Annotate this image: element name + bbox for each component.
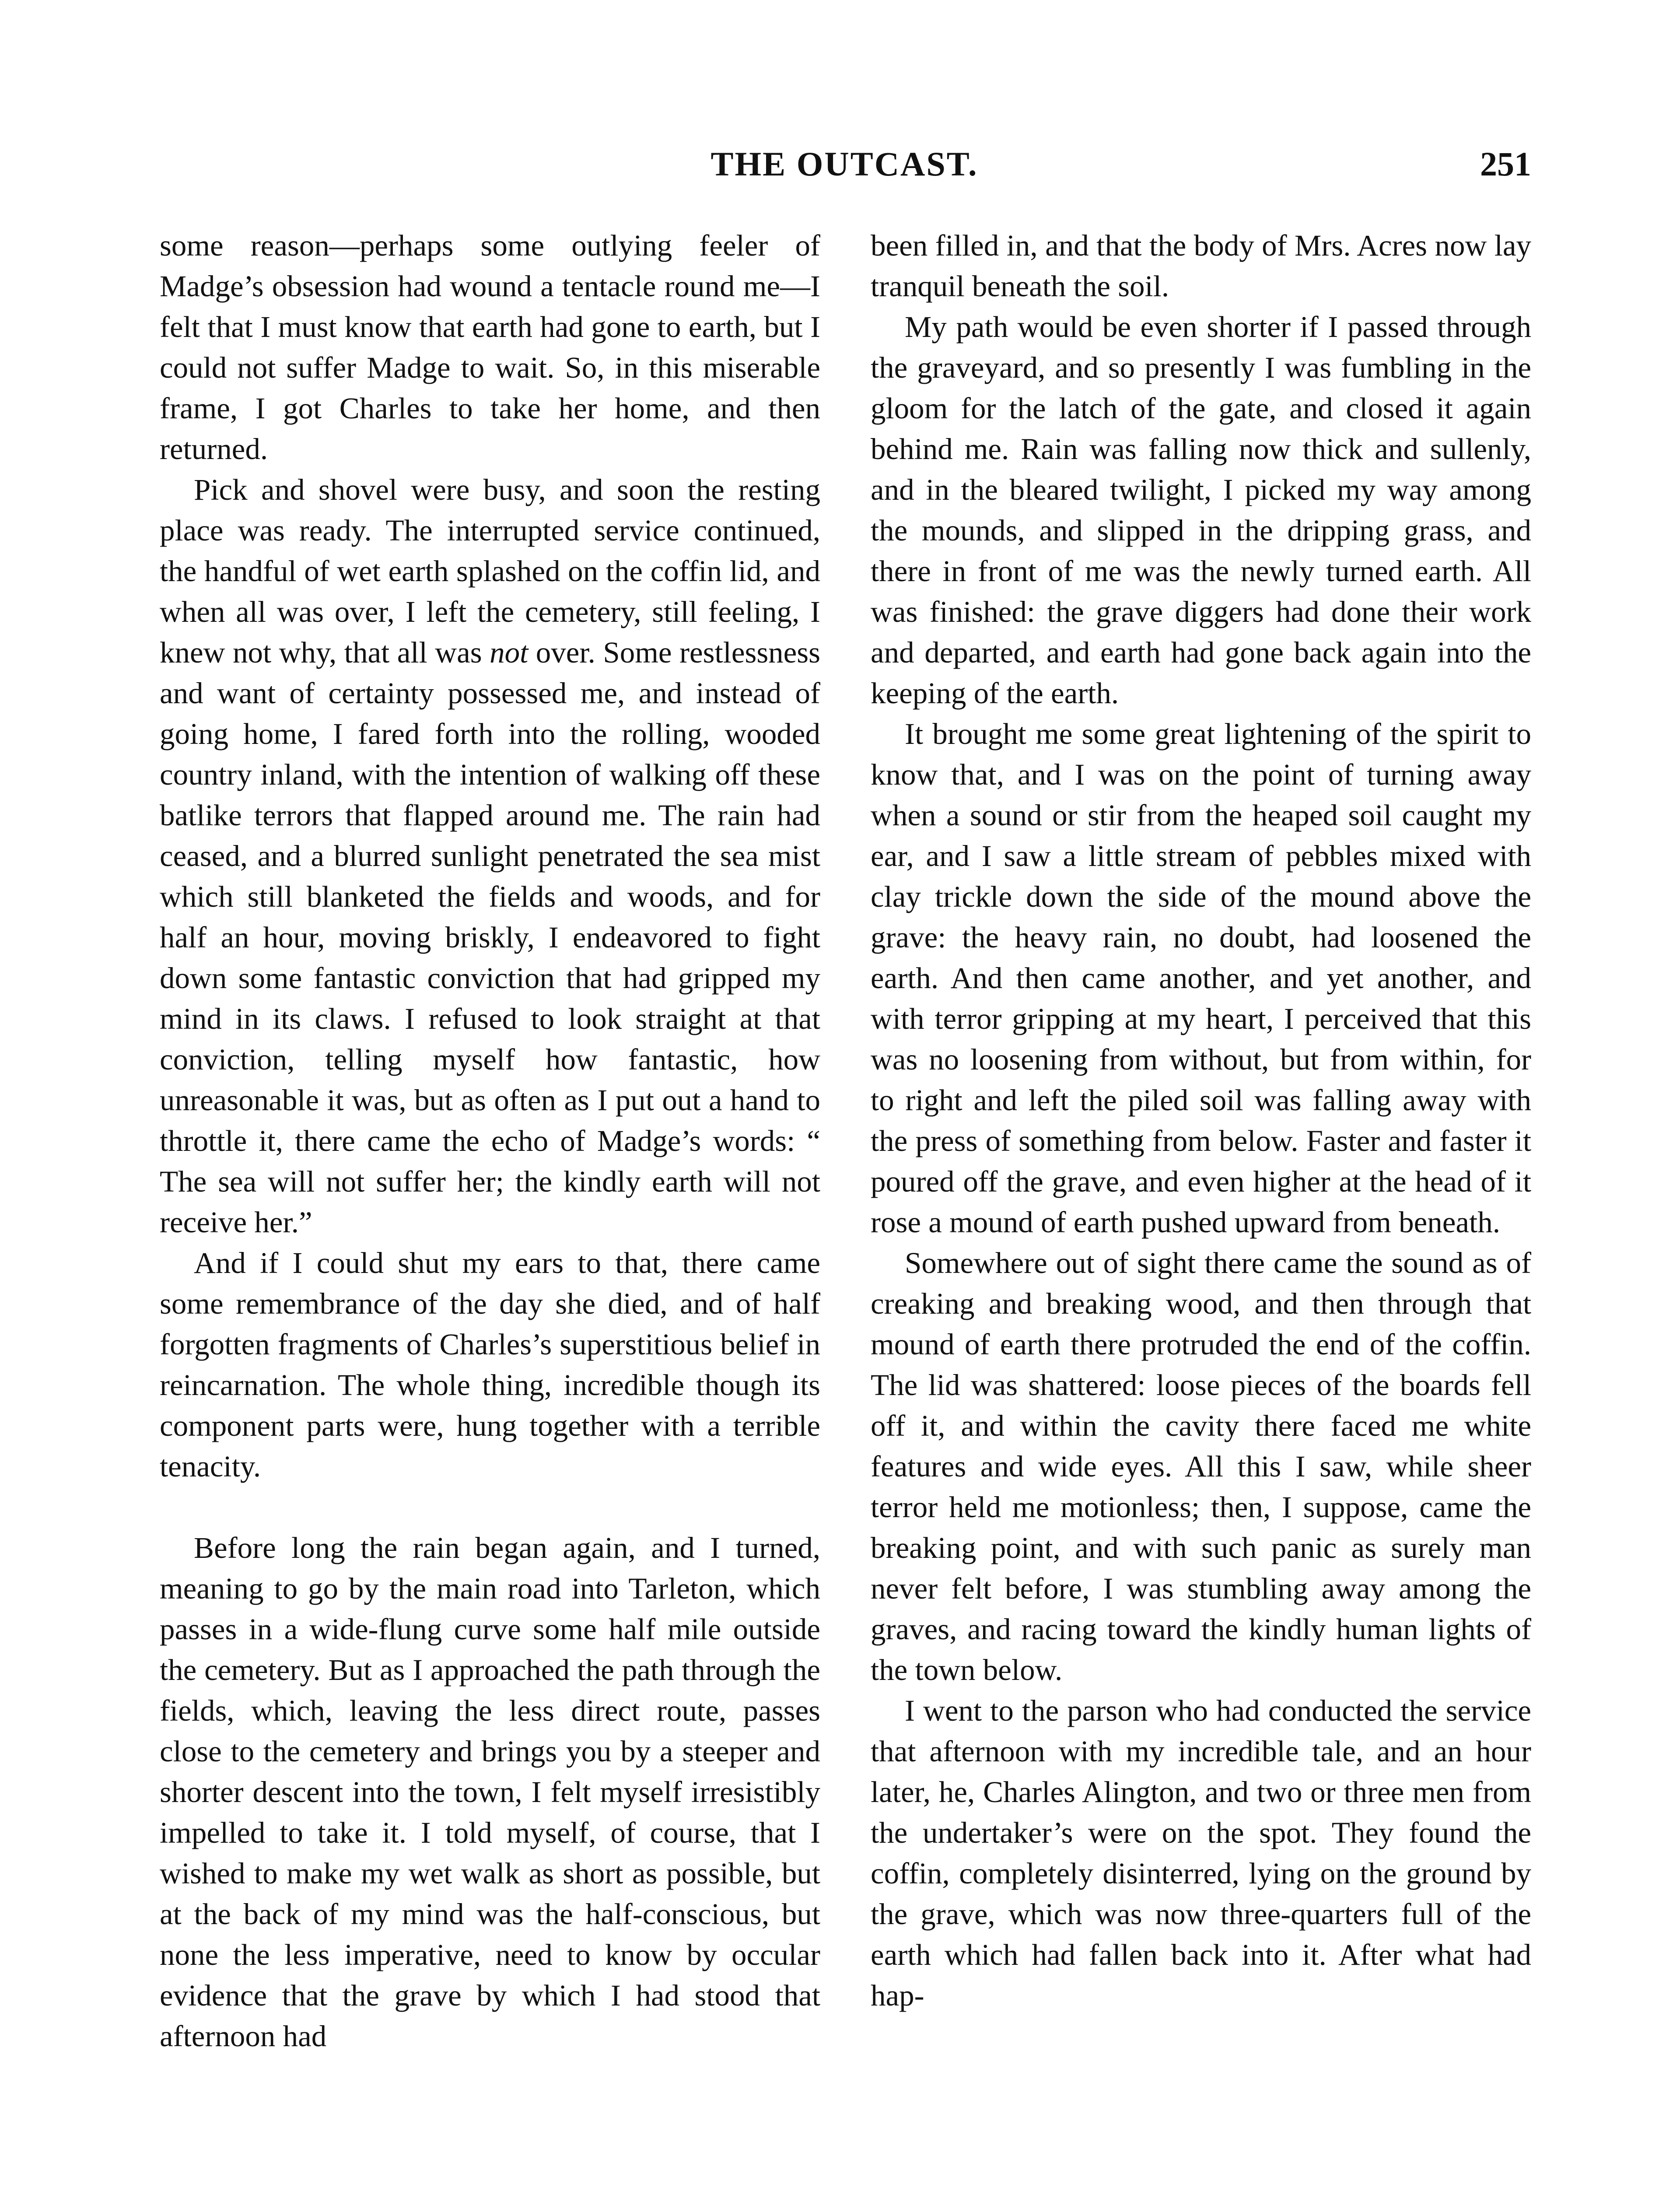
paragraph: some reason—perhaps some outlying feeler of Madge’s obsession had wound a tentacle round me—I felt that I must know that earth had gone to earth, but I could not suffer Madge to wait. So, in this miserable frame, I got Charles to take her home, and then returned. [160,229,820,466]
paragraph: My path would be even shorter if I passed through the graveyard, and so presently I was fumbling in the gloom for the latch of the gate, and closed it again behind me. Rain was falling now thick and sullenly, and in the bleared twilight, I picked my way among the mounds, and slipped in the dripping grass, and there in front of me was the newly turned earth. All was finished: the grave diggers had done their work and departed, and earth had gone back again into the keeping of the earth. [871,310,1531,710]
paragraph: been filled in, and that the body of Mrs. Acres now lay tranquil beneath the soil. [871,229,1531,303]
right-column [871,225,1531,2016]
left-column [160,225,820,2057]
paragraph: It brought me some great lightening of the spirit to know that, and I was on the point of turning away when a sound or stir from the heaped soil caught my ear, and I saw a little stream of pebbles mixed with clay trickle down the side of the mound above the grave: the heavy rain, no doubt, had loosened the earth. And then came another, and yet another, and with terror gripping at my heart, I perceived that this was no loosening from without, but from within, for to right and left the piled soil was falling away with the press of something from below. Faster and faster it poured off the grave, and even higher at the head of it rose a mound of earth pushed upward from beneath. [871,717,1531,1239]
paragraph-text: Pick and shovel were busy, and soon the resting place was ready. The interrupted service continued, the handful of wet earth splashed on the coffin lid, and when all was over, I left the cemetery, still feeling, I knew not why, that all was [160,473,820,669]
paragraph: Before long the rain began again, and I turned, meaning to go by the main road into Tarleton, which passes in a wide-flung curve some half mile outside the cemetery. But as I approached the path through the fields, which, leaving the less direct route, passes close to the cemetery and brings you by a steeper and shorter descent into the town, I felt myself irresistibly impelled to take it. I told myself, of course, that I wished to make my wet walk as short as possible, but at the back of my mind was the half-conscious, but none the less imperative, need to know by occular evidence that the grave by which I had stood that afternoon had [160,1531,820,2053]
page-number: 251 [1480,145,1531,183]
paragraph: And if I could shut my ears to that, there came some remembrance of the day she died, and of half forgotten fragments of Charles’s superstitious belief in reincarnation. The whole thing, incredible though its component parts were, hung together with a terrible tenacity. [160,1246,820,1483]
running-title: THE OUTCAST. [710,145,978,183]
emphasis-text: not [490,636,528,669]
paragraph [160,470,820,1243]
page-header [158,144,1531,193]
paragraph: I went to the parson who had conducted the service that afternoon with my incredible tale, and an hour later, he, Charles Alington, and two or three men from the undertaker’s were on the spot. They found the coffin, completely disinterred, lying on the ground by the grave, which was now three-quarters full of the earth which had fallen back into it. After what had hap- [871,1694,1531,2012]
paragraph-text: over. Some restlessness and want of certainty possessed me, and instead of going home, I fared forth into the rolling, wooded country inland, with the intention of walking off these batlike terrors that flapped around me. The rain had ceased, and a blurred sunlight penetrated the sea mist which still blanketed the fields and woods, and for half an hour, moving briskly, I endeavored to fight down some fantastic conviction that had gripped my mind in its claws. I refused to look straight at that conviction, telling myself how fantastic, how unreasonable it was, but as often as I put out a hand to throttle it, there came the echo of Madge’s words: “ The sea will not suffer her; the kindly earth will not receive her.” [160,636,820,1239]
paragraph: Somewhere out of sight there came the sound as of creaking and breaking wood, and then through that mound of earth there protruded the end of the coffin. The lid was shattered: loose pieces of the boards fell off it, and within the cavity there faced me white features and wide eyes. All this I saw, while sheer terror held me motionless; then, I suppose, came the breaking point, and with such panic as surely man never felt before, I was stumbling away among the graves, and racing toward the kindly human lights of the town below. [871,1246,1531,1687]
